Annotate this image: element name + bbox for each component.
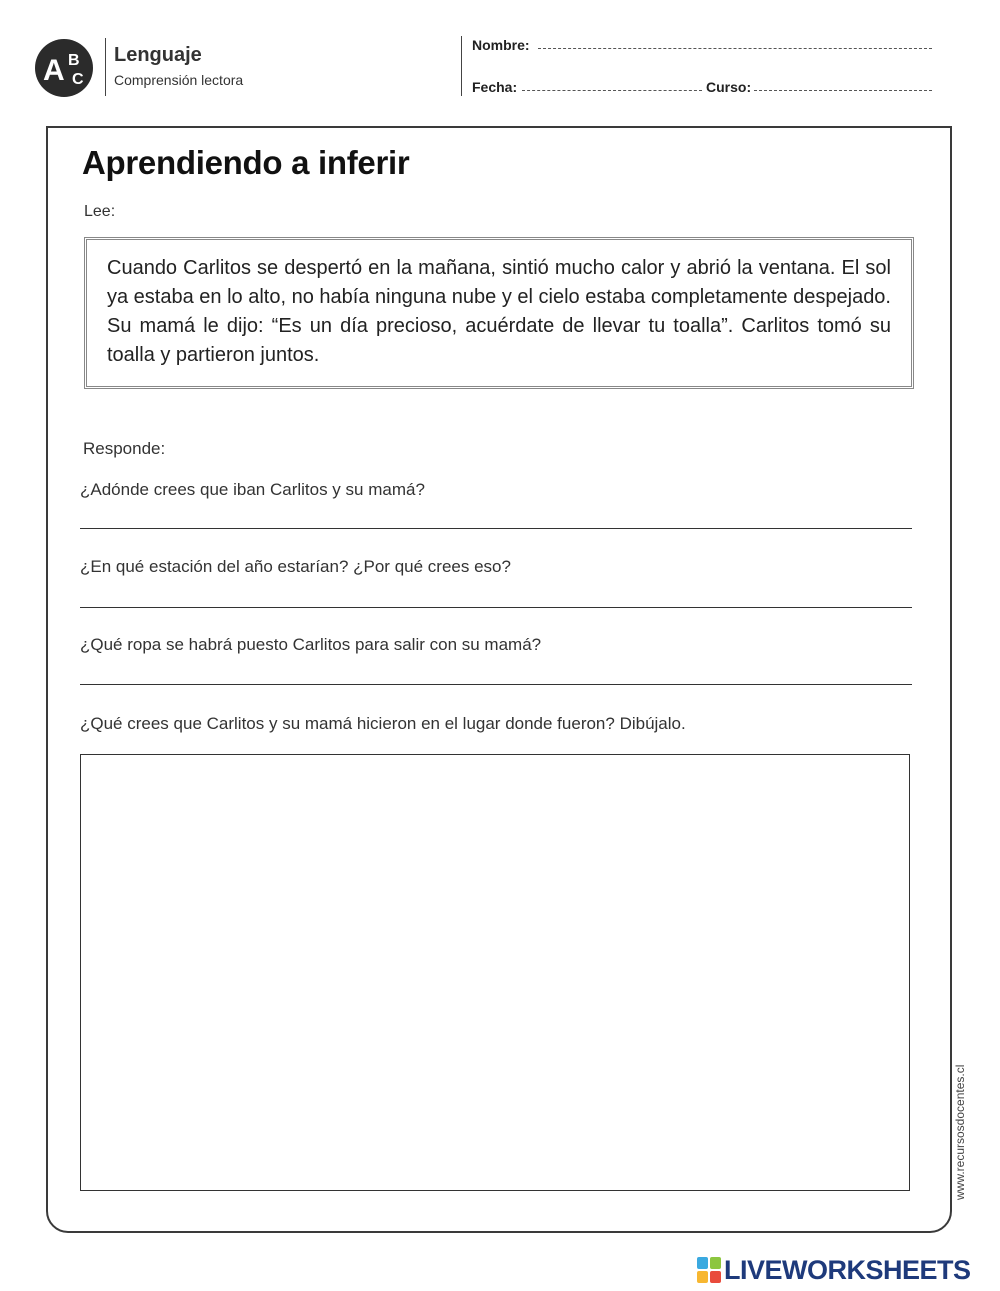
nombre-field[interactable] [538, 48, 932, 49]
worksheet-title: Aprendiendo a inferir [82, 144, 410, 181]
answer-line-1[interactable] [80, 528, 912, 529]
question-2: ¿En qué estación del año estarían? ¿Por qué crees eso? [80, 557, 511, 576]
question-4: ¿Qué crees que Carlitos y su mamá hicieron en el lugar donde fueron? Dibújalo. [80, 714, 686, 733]
liveworksheets-icon [697, 1257, 721, 1283]
liveworksheets-logo [697, 1255, 971, 1285]
curso-label: Curso: [706, 79, 752, 95]
fecha-field[interactable] [522, 90, 702, 91]
subject-subtitle: Comprensión lectora [114, 72, 244, 88]
website-watermark: www.recursosdocentes.cl [953, 1064, 967, 1200]
fields-divider [461, 36, 462, 96]
svg-text:B: B [68, 52, 80, 69]
answer-line-3[interactable] [80, 684, 912, 685]
nombre-label: Nombre: [472, 37, 530, 53]
svg-text:A: A [43, 54, 65, 87]
question-1: ¿Adónde crees que iban Carlitos y su mamá? [80, 480, 425, 499]
answer-line-2[interactable] [80, 607, 912, 608]
drawing-area[interactable] [80, 754, 910, 1191]
abc-logo [34, 38, 94, 98]
question-3: ¿Qué ropa se habrá puesto Carlitos para salir con su mamá? [80, 635, 542, 654]
read-label: Lee: [84, 203, 116, 220]
liveworksheets-brand: LIVEWORKSHEETS [724, 1254, 971, 1285]
svg-text:C: C [72, 71, 84, 88]
curso-field[interactable] [754, 90, 932, 91]
reading-box [84, 237, 914, 389]
respond-label: Responde: [83, 439, 166, 458]
fecha-label: Fecha: [472, 79, 518, 95]
header-divider [105, 38, 106, 96]
reading-text: Cuando Carlitos se despertó en la mañana, sintió mucho calor y abrió la ventana. El sol ya estaba en lo alto, no había ninguna nube y el cielo estaba completamente despejado. Su mamá le dijo: “Es un día precioso, acuérdate de llevar tu toalla”. Carlitos tomó su toalla y partieron juntos. [107, 257, 891, 366]
subject-title: Lenguaje [114, 44, 202, 66]
